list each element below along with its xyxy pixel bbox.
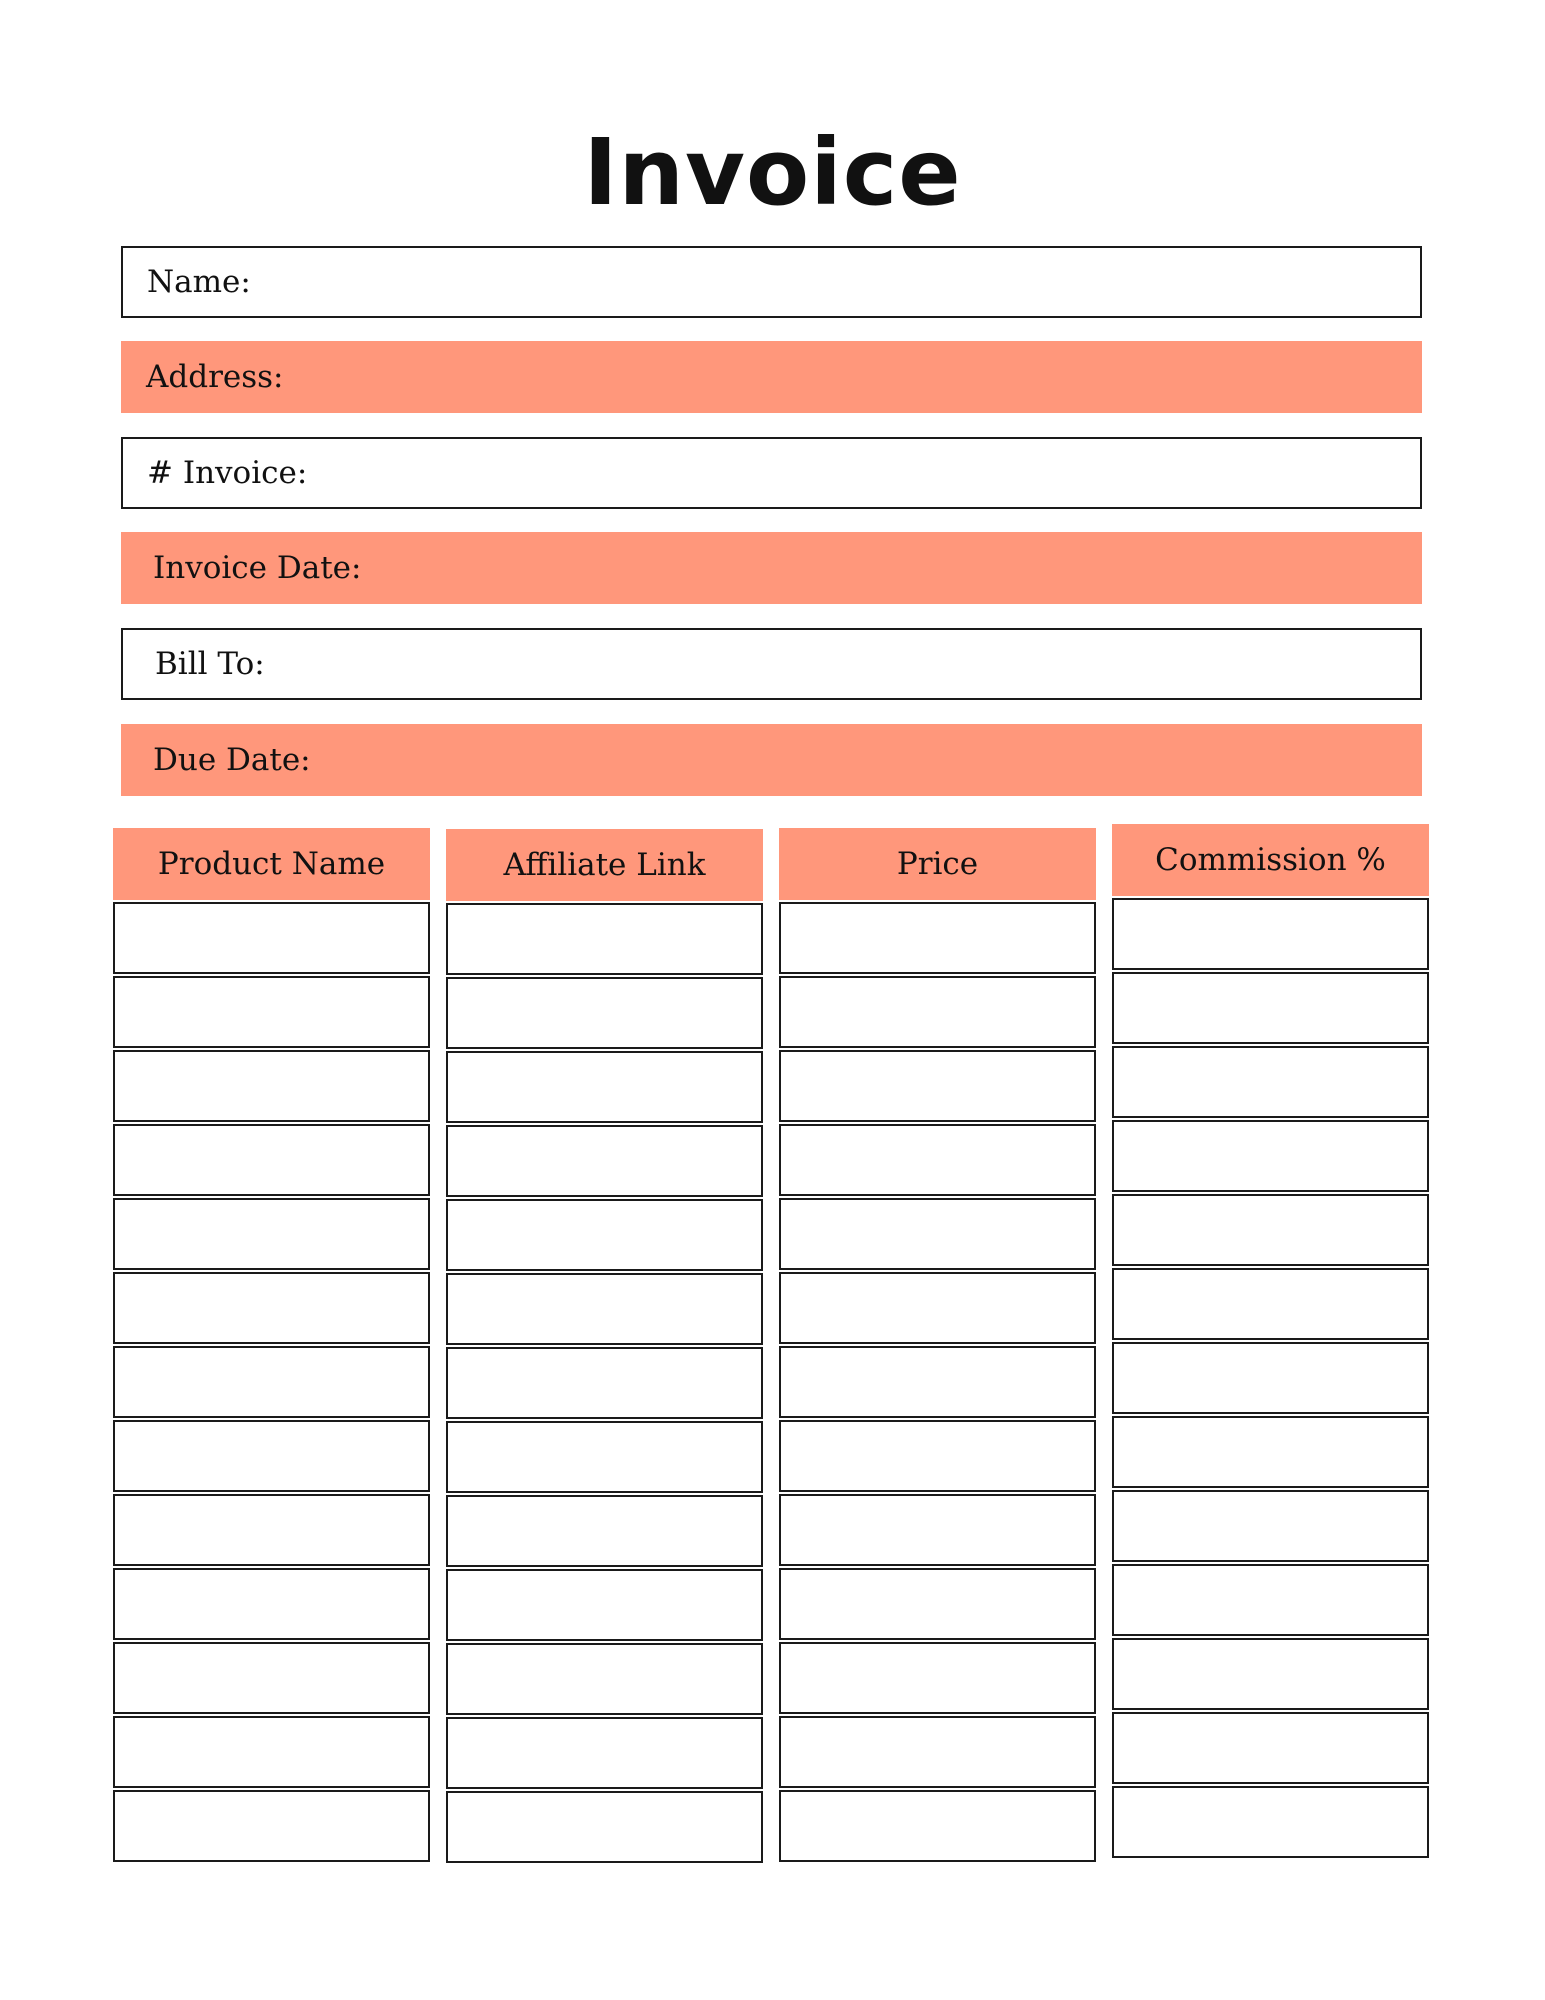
invoice-date-field[interactable]: [121, 532, 1422, 604]
table-cell[interactable]: [113, 1568, 430, 1640]
table-cell[interactable]: [446, 1199, 763, 1271]
table-cell[interactable]: [446, 1569, 763, 1641]
table-cell[interactable]: [113, 1272, 430, 1344]
price-header-label: Price: [896, 846, 979, 882]
table-cell[interactable]: [779, 1124, 1096, 1196]
product-name-header: [113, 828, 430, 900]
table-cell[interactable]: [113, 976, 430, 1048]
table-cell[interactable]: [1112, 1046, 1429, 1118]
product-name-column: [113, 828, 430, 1862]
table-cell[interactable]: [113, 1790, 430, 1862]
table-cell[interactable]: [1112, 1712, 1429, 1784]
price-header: [779, 828, 1096, 900]
invoice-number-field[interactable]: [121, 437, 1422, 509]
table-cell[interactable]: [779, 1050, 1096, 1122]
table-cell[interactable]: [446, 1717, 763, 1789]
table-cell[interactable]: [779, 1790, 1096, 1862]
price-column: [779, 828, 1096, 1862]
table-cell[interactable]: [1112, 1638, 1429, 1710]
affiliate-link-header-label: Affiliate Link: [503, 847, 706, 883]
due-date-label: Due Date:: [153, 742, 311, 778]
table-cell[interactable]: [779, 902, 1096, 974]
address-field[interactable]: [121, 341, 1422, 413]
table-cell[interactable]: [113, 1716, 430, 1788]
table-cell[interactable]: [1112, 1342, 1429, 1414]
commission-column: [1112, 824, 1429, 1858]
product-name-header-label: Product Name: [157, 846, 386, 882]
table-cell[interactable]: [779, 1568, 1096, 1640]
table-cell[interactable]: [113, 1642, 430, 1714]
table-cell[interactable]: [779, 976, 1096, 1048]
table-cell[interactable]: [779, 1420, 1096, 1492]
invoice-number-label: # Invoice:: [147, 455, 308, 491]
table-cell[interactable]: [113, 902, 430, 974]
table-cell[interactable]: [446, 1791, 763, 1863]
name-field[interactable]: [121, 246, 1422, 318]
table-cell[interactable]: [446, 1125, 763, 1197]
table-cell[interactable]: [1112, 898, 1429, 970]
table-cell[interactable]: [446, 977, 763, 1049]
table-cell[interactable]: [1112, 1786, 1429, 1858]
commission-header: [1112, 824, 1429, 896]
table-cell[interactable]: [446, 1495, 763, 1567]
table-cell[interactable]: [113, 1050, 430, 1122]
table-cell[interactable]: [1112, 1194, 1429, 1266]
invoice-date-label: Invoice Date:: [153, 550, 362, 586]
table-cell[interactable]: [113, 1494, 430, 1566]
table-cell[interactable]: [446, 903, 763, 975]
price-cells: [779, 902, 1096, 1862]
due-date-field[interactable]: [121, 724, 1422, 796]
table-cell[interactable]: [446, 1051, 763, 1123]
address-label: Address:: [146, 359, 284, 395]
table-cell[interactable]: [1112, 1268, 1429, 1340]
table-cell[interactable]: [779, 1642, 1096, 1714]
table-cell[interactable]: [1112, 972, 1429, 1044]
affiliate-link-column: [446, 829, 763, 1863]
table-cell[interactable]: [446, 1347, 763, 1419]
table-cell[interactable]: [1112, 1490, 1429, 1562]
page-title: Invoice: [583, 119, 962, 226]
table-cell[interactable]: [779, 1494, 1096, 1566]
table-cell[interactable]: [779, 1272, 1096, 1344]
bill-to-label: Bill To:: [155, 646, 265, 682]
table-cell[interactable]: [113, 1346, 430, 1418]
name-label: Name:: [147, 264, 251, 300]
table-cell[interactable]: [1112, 1564, 1429, 1636]
product-name-cells: [113, 902, 430, 1862]
affiliate-link-header: [446, 829, 763, 901]
table-cell[interactable]: [113, 1198, 430, 1270]
table-cell[interactable]: [446, 1273, 763, 1345]
table-cell[interactable]: [1112, 1120, 1429, 1192]
table-cell[interactable]: [113, 1124, 430, 1196]
table-cell[interactable]: [779, 1716, 1096, 1788]
table-cell[interactable]: [779, 1198, 1096, 1270]
table-cell[interactable]: [446, 1643, 763, 1715]
bill-to-field[interactable]: [121, 628, 1422, 700]
table-cell[interactable]: [1112, 1416, 1429, 1488]
table-cell[interactable]: [113, 1420, 430, 1492]
commission-header-label: Commission %: [1155, 842, 1386, 878]
commission-cells: [1112, 898, 1429, 1858]
affiliate-link-cells: [446, 903, 763, 1863]
table-cell[interactable]: [779, 1346, 1096, 1418]
table-cell[interactable]: [446, 1421, 763, 1493]
